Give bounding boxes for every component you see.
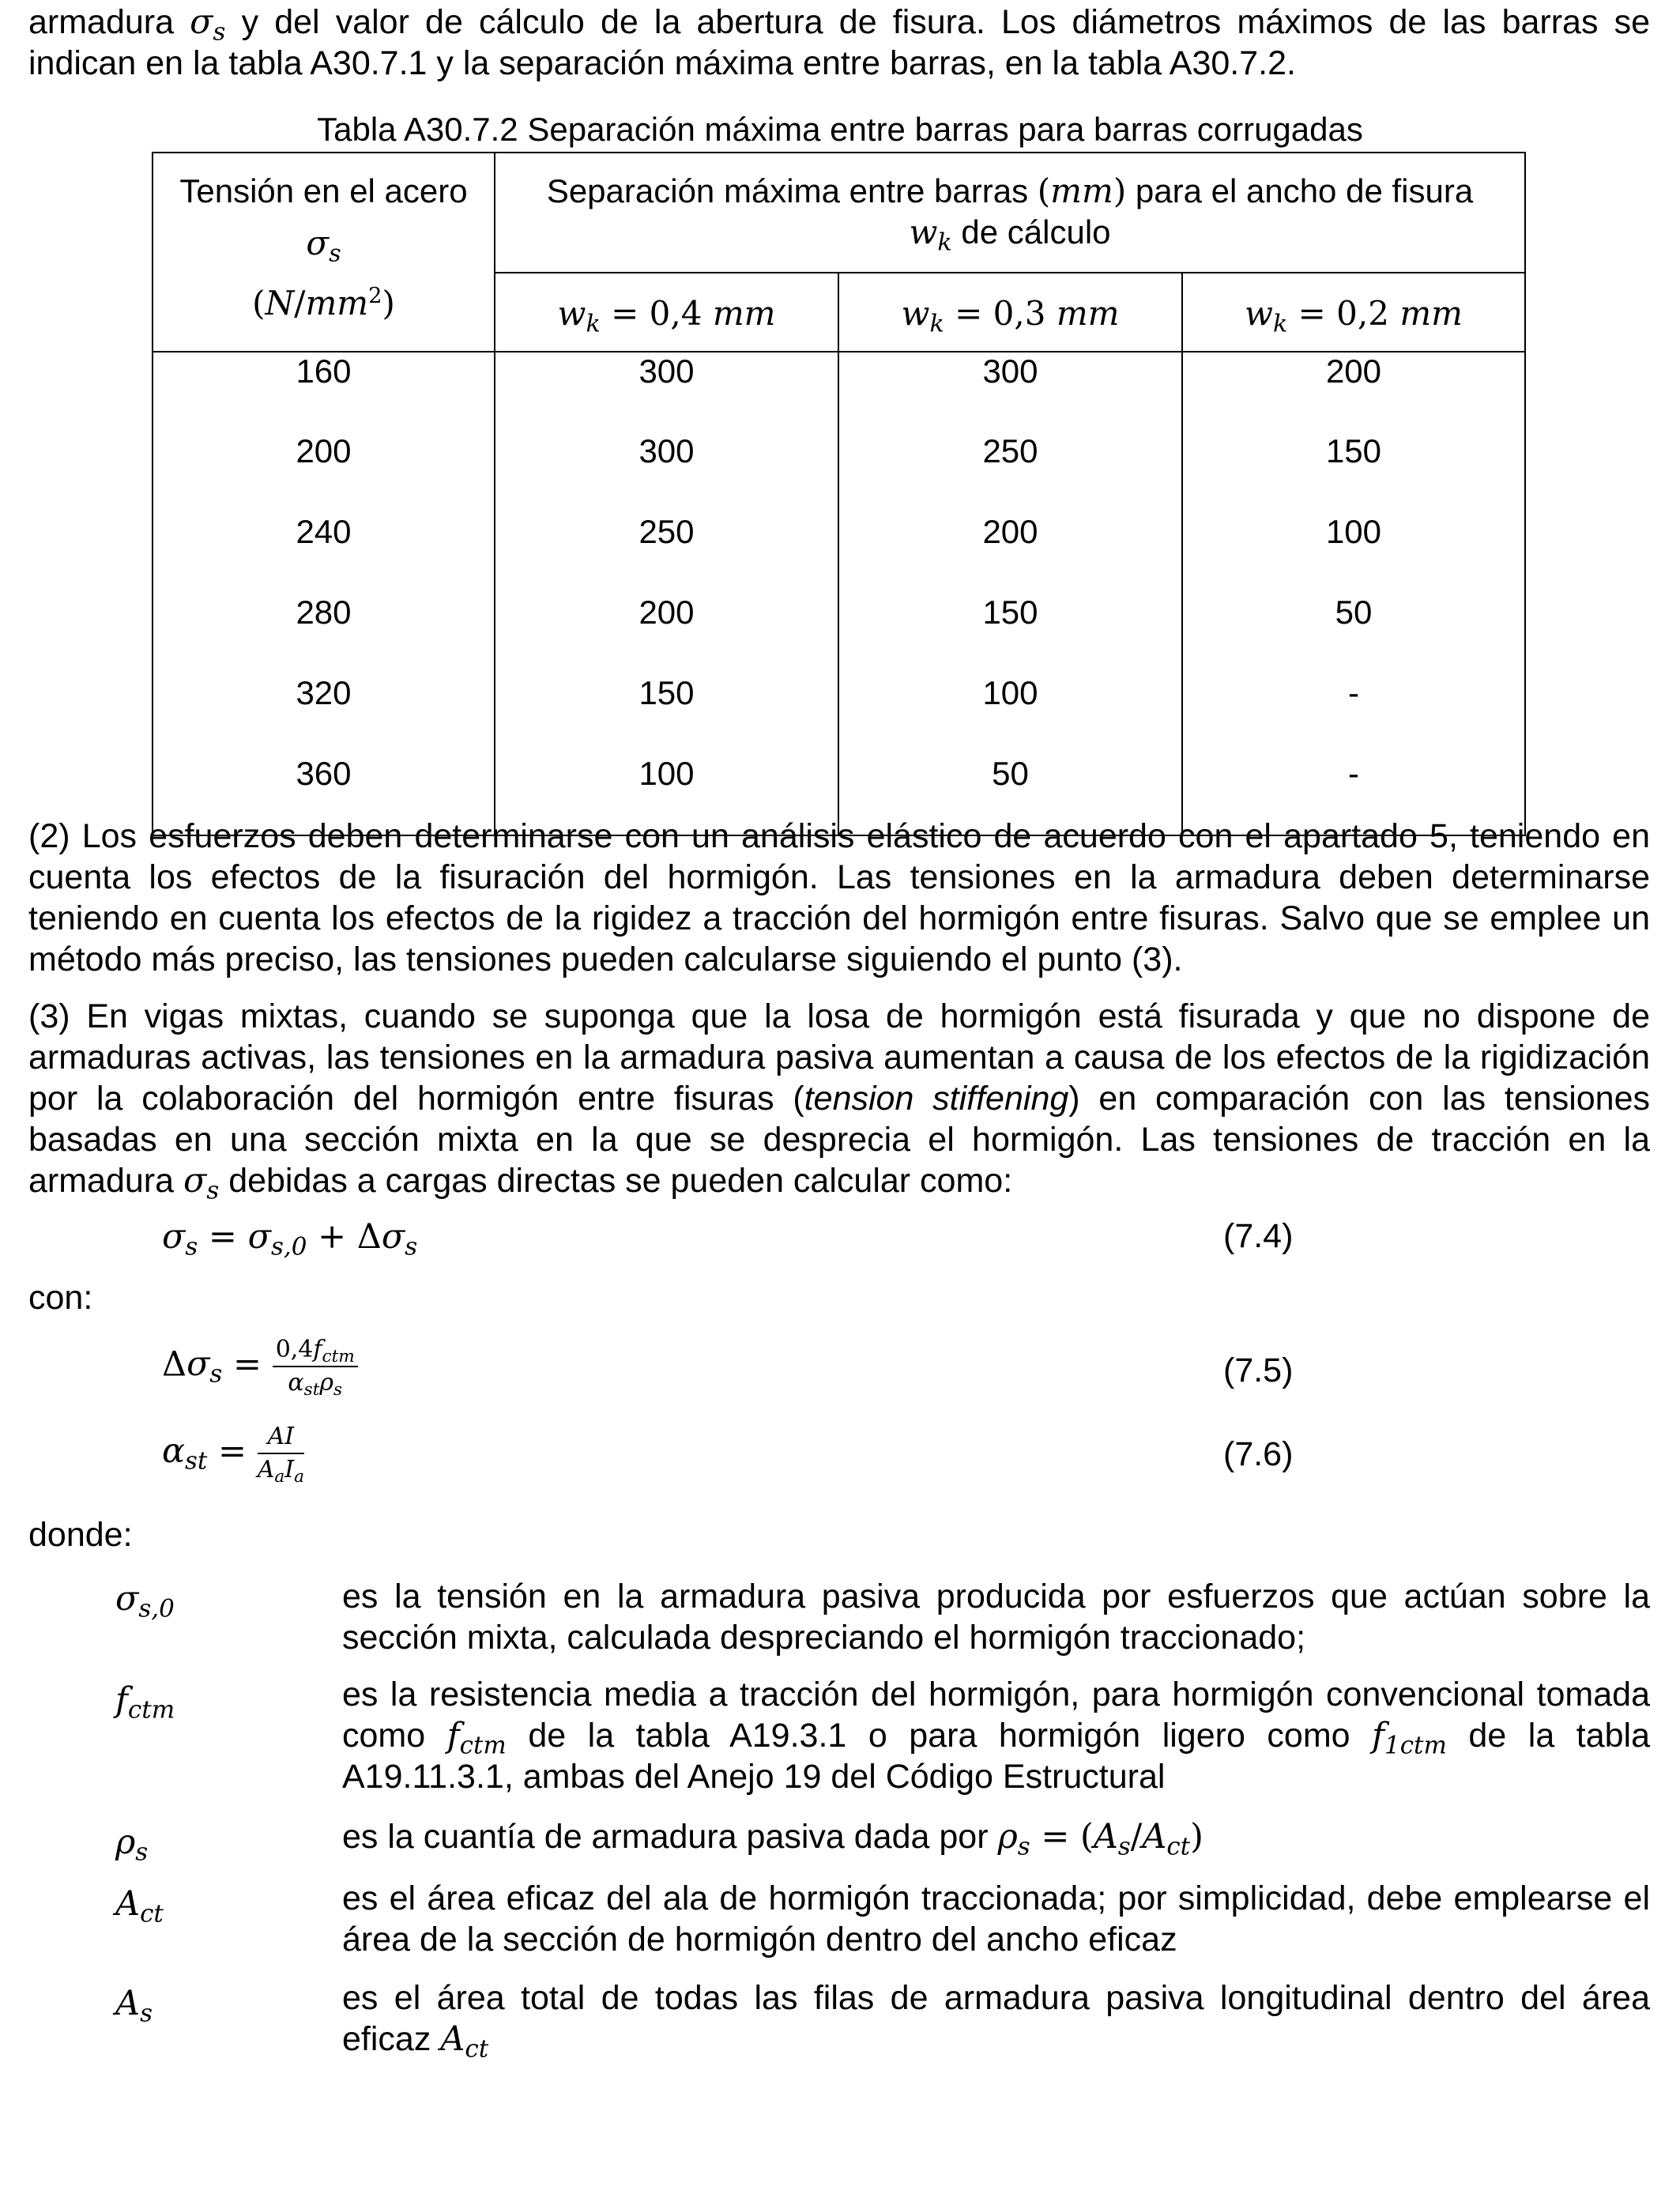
table-cell: 360: [153, 755, 495, 835]
header-steel-stress: Tensión en el acero $\sigma_s$: [153, 153, 495, 273]
table-cell: 200: [153, 432, 495, 513]
table-row: [153, 674, 1525, 755]
equation-7-5: $\Delta\sigma_s$ = $\frac{0,4f_{ctm}}{\alpha_{st}\rho_s}$: [162, 1336, 358, 1397]
table-cell: 100: [495, 755, 838, 835]
table-cell: 300: [495, 352, 838, 432]
def-rho-s: es la cuantía de armadura pasiva dada por $\rho_s = (A_s/A_{ct})$: [342, 1817, 1203, 1861]
table-cell: 300: [495, 432, 838, 513]
table-cell: 50: [1182, 594, 1525, 674]
def-symbol-act: $A_{ct}$: [115, 1884, 164, 1928]
paragraph-2: (2) Los esfuerzos deben determinarse con un análisis elástico de acuerdo con el apartado 5, teniendo en cuenta los efectos de la fisuración del hormigón. Las tensiones en la armadura deben determinarse teniendo en cuenta los efectos de la rigidez a tracción del hormigón entre fisuras. Salvo que se emplee un método más preciso, las tensiones pueden calcularse siguiendo el punto (3).: [28, 817, 1650, 978]
table-cell: 240: [153, 513, 495, 594]
equation-number: (7.6): [1223, 1435, 1294, 1473]
equation-7-4: $\sigma_s = \sigma_{s,0} + \Delta\sigma_s$: [162, 1217, 418, 1261]
table-cell: 150: [1182, 432, 1525, 513]
table-cell: 50: [838, 755, 1182, 835]
table-cell: 100: [838, 674, 1182, 755]
header-wk-03: $w_k = 0,3$ mm: [838, 273, 1182, 352]
table-cell: 280: [153, 594, 495, 674]
def-symbol-sigma-s0: $\sigma_{s,0}$: [115, 1579, 175, 1623]
table-cell: 320: [153, 674, 495, 755]
header-max-spacing: Separación máxima entre barras (mm) para el ancho de fisura $w_k$ de cálculo: [495, 153, 1525, 273]
equation-number: (7.5): [1223, 1351, 1294, 1389]
label-con: con:: [28, 1279, 93, 1317]
def-symbol-rho-s: $\rho_s$: [115, 1823, 149, 1867]
def-as: es el área total de todas las filas de armadura pasiva longitudinal dentro del área eficaz $A_{ct}$: [342, 1979, 1650, 2064]
table-cell: 200: [1182, 352, 1525, 432]
table-cell: 150: [838, 594, 1182, 674]
table-cell: 160: [153, 352, 495, 432]
table-caption: Tabla A30.7.2 Separación máxima entre barras para barras corrugadas: [317, 111, 1363, 148]
label-donde: donde:: [28, 1516, 133, 1554]
table-cell: 250: [495, 513, 838, 594]
table-cell: 100: [1182, 513, 1525, 594]
table-cell: -: [1182, 674, 1525, 755]
def-fctm: es la resistencia media a tracción del hormigón, para hormigón convencional tomada como $f_{ctm}$ de la tabla A19.3.1 o para hormigón ligero como $f_{1ctm}$ de la tabla A19.11.3.1, ambas del Anejo 19 del Código Estructural: [342, 1676, 1651, 1796]
spacing-table: [152, 152, 1526, 836]
intro-paragraph: armadura $\sigma_s$ y del valor de cálculo de la abertura de fisura. Los diámetros máximos de las barras se indican en la tabla A30.7.1 y la separación máxima entre barras, en la tabla A30.7.2.: [28, 2, 1650, 82]
header-unit: $(N/mm^2)$: [153, 273, 495, 352]
fraction: $\frac{AI}{A_aI_a}$: [257, 1423, 305, 1487]
table-row: [153, 352, 1525, 432]
table-cell: 150: [495, 674, 838, 755]
equation-number: (7.4): [1223, 1217, 1294, 1255]
header-wk-02: $w_k = 0,2$ mm: [1182, 273, 1525, 352]
equation-7-6: $\alpha_{st}$ = $\frac{AI}{A_aI_a}$: [162, 1423, 305, 1487]
fraction: $\frac{0,4f_{ctm}}{\alpha_{st}\rho_s}$: [273, 1336, 358, 1397]
table-cell: 250: [838, 432, 1182, 513]
table-cell: 200: [495, 594, 838, 674]
paragraph-3: (3) En vigas mixtas, cuando se suponga que la losa de hormigón está fisurada y que no dispone de armaduras activas, las tensiones en la armadura pasiva aumentan a causa de los efectos de la rigidización por la colaboración del hormigón entre fisuras (tension stiffening) en comparación con las tensiones basadas en una sección mixta en la que se desprecia el hormigón. Las tensiones de tracción en la armadura $\sigma_s$ debidas a cargas directas se pueden calcular como:: [28, 997, 1650, 1205]
def-symbol-as: $A_s$: [115, 1984, 153, 2028]
def-symbol-fctm: $f_{ctm}$: [115, 1680, 175, 1725]
def-sigma-s0: es la tensión en la armadura pasiva producida por esfuerzos que actúan sobre la sección mixta, calculada despreciando el hormigón traccionado;: [342, 1578, 1650, 1657]
table-row: [153, 432, 1525, 513]
table-cell: 300: [838, 352, 1182, 432]
def-act: es el área eficaz del ala de hormigón traccionada; por simplicidad, debe emplearse el área de la sección de hormigón dentro del ancho eficaz: [342, 1879, 1650, 1958]
table-row: [153, 594, 1525, 674]
table-row: [153, 513, 1525, 594]
header-wk-04: $w_k = 0,4$ mm: [495, 273, 838, 352]
table-cell: 200: [838, 513, 1182, 594]
table-cell: -: [1182, 755, 1525, 835]
